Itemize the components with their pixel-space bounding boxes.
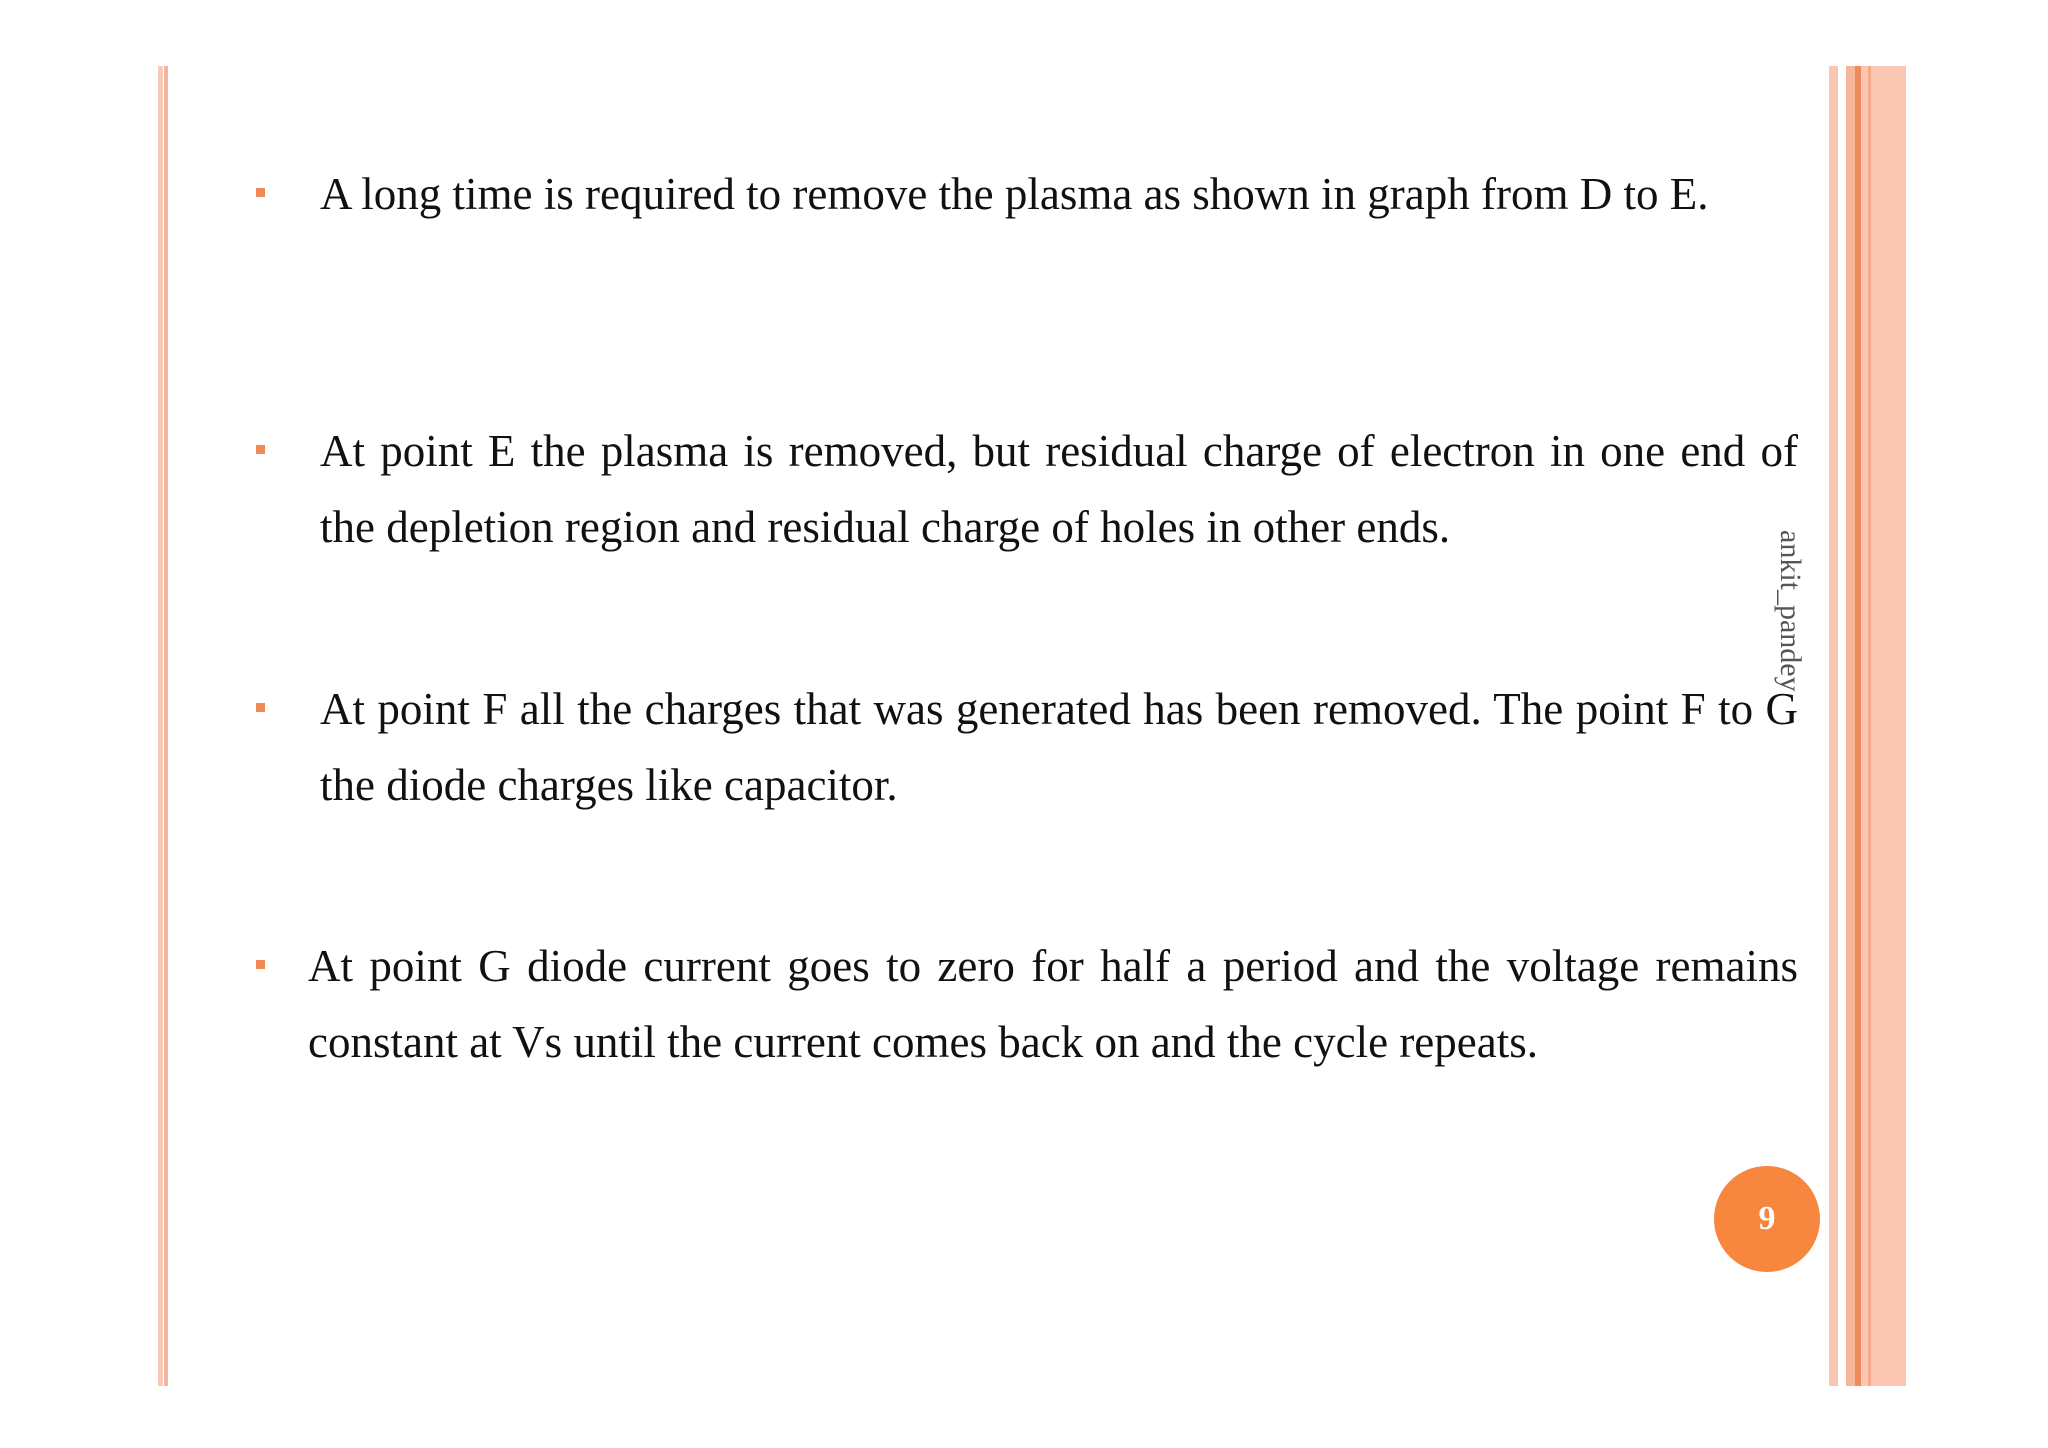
page-number: 9 [1758,1200,1776,1237]
left-decorative-bar-inner [164,66,168,1386]
left-decorative-bar [158,66,163,1386]
square-bullet-icon [256,445,265,454]
right-decorative-bar-accent [1868,66,1871,1386]
square-bullet-icon [256,703,265,712]
right-decorative-bar-thin [1829,66,1838,1386]
page-number-badge [1714,1166,1820,1272]
bullet-text: At point E the plasma is removed, but residual charge of electron in one end of the depletion region and residual charge of holes in other ends. [320,426,1798,552]
right-decorative-bar-dark [1855,66,1861,1386]
right-decorative-bar-mid [1846,66,1855,1386]
square-bullet-icon [256,960,265,969]
bullet-text: At point F all the charges that was generated has been removed. The point F to G the diode charges like capacitor. [320,684,1798,810]
bullet-text: At point G diode current goes to zero for half a period and the voltage remains constant at Vs until the current comes back on and the cycle repeats. [308,941,1798,1067]
bullet-text: A long time is required to remove the plasma as shown in graph from D to E. [320,169,1709,219]
square-bullet-icon [256,188,265,197]
author-watermark: ankit_pandey [1774,530,1807,692]
